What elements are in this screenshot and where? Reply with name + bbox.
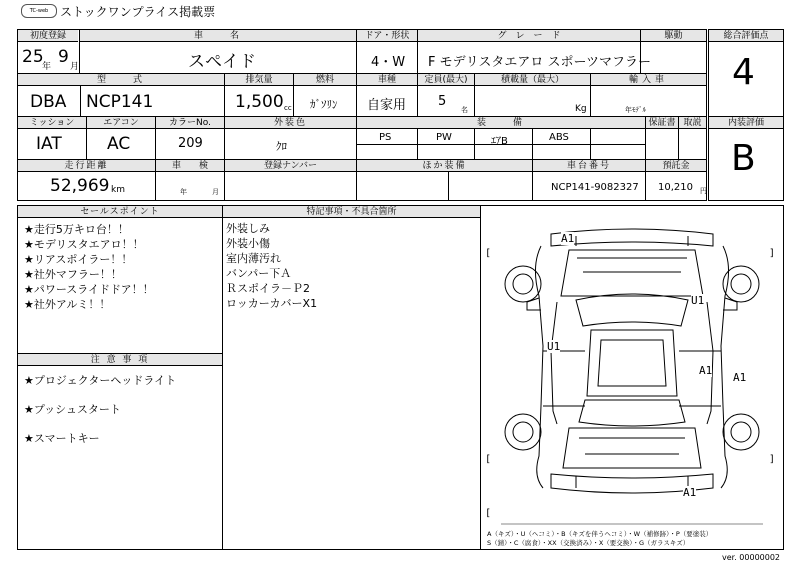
overall-label: 総合評価点 (709, 30, 783, 42)
door-type: 4・W (371, 55, 406, 70)
list-item: ★プロジェクターヘッドライト (24, 374, 177, 387)
import-label: 輸入車 (591, 74, 706, 86)
sales-points-label: セールスポイント (18, 206, 222, 218)
overall-score: 4 (732, 52, 755, 93)
color-no: 209 (178, 136, 203, 151)
equip-airbag: ｴｱB (491, 136, 508, 147)
list-item: バンパー下Ａ (226, 267, 292, 280)
special-label: 特記事項・不具合箇所 (223, 206, 480, 218)
displacement: 1,500 (235, 92, 284, 112)
page-title: ストックワンプライス掲載票 (60, 5, 216, 19)
logo (21, 4, 57, 18)
price: 10,210 (658, 182, 693, 193)
load-label: 積載量（最大） (475, 74, 590, 86)
type-prefix: DBA (30, 92, 67, 112)
color-no-label: カラーNo. (156, 117, 224, 129)
damage-mark-left-door: U1 (547, 340, 561, 353)
aircon-label: エアコン (87, 117, 155, 129)
price-unit: 円 (700, 187, 707, 195)
notes-label: 注 意 事 項 (18, 354, 222, 366)
damage-mark-right-door: A1 (699, 364, 713, 377)
capacity: 5 (438, 94, 447, 109)
list-item: ★プッシュスタート (24, 403, 121, 416)
notes-list (24, 373, 176, 446)
color: ｸﾛ (276, 140, 287, 153)
grade-label: グ レ ー ド (418, 30, 640, 42)
door-label: ドア・形状 (357, 30, 417, 42)
usage-label: 車種 (357, 74, 417, 86)
equip-ps: PS (379, 132, 392, 143)
equip-abs: ABS (549, 132, 569, 143)
fuel-label: 燃料 (294, 74, 356, 86)
list-item: ★社外マフラー！！ (24, 268, 122, 281)
inspection-label: 車 検 (156, 160, 224, 172)
list-item: Ｒスポイラ－Ｐ2 (226, 282, 310, 295)
manual-label: 取説 (679, 117, 706, 129)
first-reg-year: 25 (22, 47, 44, 67)
damage-diagram (481, 206, 783, 549)
bracket-open: [ (485, 454, 492, 465)
special-list (226, 221, 317, 311)
aircon: AC (107, 134, 131, 154)
mileage-unit: km (111, 185, 125, 195)
displacement-unit: cc (284, 104, 292, 112)
usage: 自家用 (367, 98, 407, 113)
legend-line-1: A（キズ）・U（ヘコミ）・B（キズを伴うヘコミ）・W（補修跡）・P（要塗装） (487, 530, 713, 538)
list-item: ロッカーカバーX1 (226, 297, 318, 310)
type-model: NCP141 (86, 92, 154, 112)
bracket-open: [ (485, 248, 492, 259)
sales-points-list (24, 222, 154, 312)
damage-mark-front: A1 (561, 232, 575, 245)
equip-label: 装 備 (357, 117, 645, 129)
load-unit: Kg (575, 104, 587, 114)
list-item: ★モデリスタエアロ！！ (24, 238, 144, 251)
bracket-close: ] (769, 454, 776, 465)
vin-label: 車台番号 (533, 160, 645, 172)
equip-pw: PW (436, 132, 452, 143)
price-label: 預託金 (646, 160, 706, 172)
plate-label: 登録ナンバー (225, 160, 356, 172)
logo-text: TC-web (29, 8, 49, 14)
capacity-label: 定員(最大) (418, 74, 474, 86)
car-name-label: 車 名 (80, 30, 356, 42)
bracket-close: ] (769, 248, 776, 259)
legend-line-2: S（錆）・C（腐食）・XX（交換済み）・X（要交換）・G（ガラスキズ） (487, 539, 690, 547)
bracket-open: [ (485, 508, 492, 519)
interior-label: 内装評価 (709, 117, 783, 129)
damage-mark-right-front: U1 (691, 294, 705, 307)
color-label: 外装色 (225, 117, 356, 129)
car-name: スペイド (188, 52, 256, 72)
mission-label: ミッション (18, 117, 86, 129)
damage-mark-rear: A1 (683, 486, 697, 499)
list-item: ★スマートキー (24, 432, 100, 445)
interior-score: B (731, 138, 756, 179)
first-reg-label: 初度登録 (18, 30, 78, 42)
first-reg-month: 9 (58, 47, 69, 67)
mileage-label: 走行距離 (18, 160, 155, 172)
vin: NCP141-9082327 (551, 182, 639, 193)
capacity-unit: 名 (461, 106, 468, 114)
list-item: ★パワースライドドア！！ (24, 283, 154, 296)
import-value: 年ﾓﾃﾞﾙ (625, 106, 646, 114)
displacement-label: 排気量 (225, 74, 293, 86)
list-item: ★走行5万キロ台！！ (24, 223, 129, 236)
mission: IAT (36, 134, 62, 154)
damage-mark-right-rocker: A1 (733, 371, 747, 384)
list-item: 外装しみ (226, 222, 270, 235)
first-reg-month-unit: 月 (70, 62, 80, 72)
inspection-year-unit: 年 (180, 188, 187, 196)
mileage: 52,969 (50, 176, 110, 196)
list-item: ★リアスポイラー！！ (24, 253, 133, 266)
other-equip-label: ほか装備 (357, 160, 532, 172)
fuel: ｶﾞｿﾘﾝ (310, 98, 338, 111)
type-label: 型 式 (18, 74, 224, 86)
version: ver. 00000002 (722, 553, 781, 562)
first-reg-year-unit: 年 (42, 62, 52, 72)
warranty-label: 保証書 (646, 117, 678, 129)
list-item: 外装小傷 (226, 237, 270, 250)
list-item: ★社外アルミ！！ (24, 298, 111, 311)
drive-label: 駆動 (641, 30, 706, 42)
list-item: 室内薄汚れ (226, 252, 281, 265)
grade: F モデリスタエアロ スポーツマフラー (428, 55, 651, 70)
inspection-month-unit: 月 (212, 188, 219, 196)
